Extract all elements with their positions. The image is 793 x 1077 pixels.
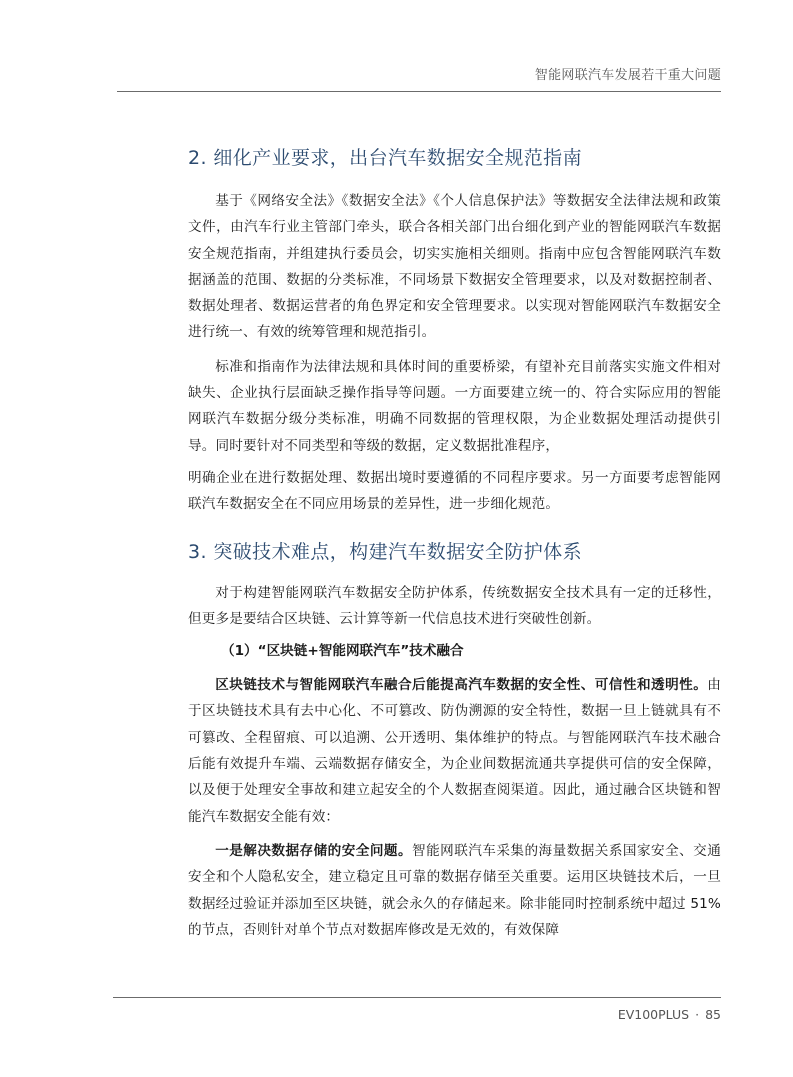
page-body bbox=[188, 142, 721, 943]
section-heading-2: 2. 细化产业要求，出台汽车数据安全规范指南 bbox=[188, 147, 582, 169]
running-header-title: 智能网联汽车发展若干重大问题 bbox=[534, 68, 721, 83]
footer-divider bbox=[113, 997, 721, 998]
paragraph: 基于《网络安全法》《数据安全法》《个人信息保护法》等数据安全法律法规和政策文件，由汽车行业主管部门牵头，联合各相关部门出台细化到产业的智能网联汽车数据安全规范指南，并组建执行委员会，切实实施相关细则。指南中应包含智能网联汽车数据涵盖的范围、数据的分类标准，不同场景下数据安全管理要求，以及对数据控制者、数据处理者、数据运营者的角色界定和安全管理要求。以实现对智能网联汽车数据安全进行统一、有效的统筹管理和规范指引。 bbox=[188, 193, 721, 341]
page-number: 85 bbox=[705, 1007, 721, 1022]
paragraph-lead-bold: 区块链技术与智能网联汽车融合后能提高汽车数据的安全性、可信性和透明性。 bbox=[215, 677, 708, 694]
footer-publication: EV100PLUS bbox=[617, 1007, 690, 1022]
paragraph bbox=[188, 672, 721, 830]
section-heading-3: 3. 突破技术难点，构建汽车数据安全防护体系 bbox=[188, 540, 582, 563]
paragraph-body: 智能网联汽车采集的海量数据关系国家安全、交通安全和个人隐私安全，建立稳定且可靠的数据存储至关重要。运用区块链技术后，一旦数据经过验证并添加至区块链，就会永久的存储起来。除非能同时控制系统中超过 51%的节点，否则针对单个节点对数据库修改是无效的，有效保障 bbox=[188, 842, 721, 938]
footer-separator: · bbox=[695, 1007, 700, 1022]
subsection-heading: （1）“区块链+智能网联汽车”技术融合 bbox=[221, 643, 464, 660]
header-divider bbox=[117, 91, 721, 92]
paragraph: 标准和指南作为法律法规和具体时间的重要桥梁，有望补充目前落实实施文件相对缺失、企业执行层面缺乏操作指导等问题。一方面要建立统一的、符合实际应用的智能网联汽车数据分级分类标准，明确不同数据的管理权限，为企业数据处理活动提供引导。同时要针对不同类型和等级的数据，定义数据批准程序， bbox=[188, 358, 721, 454]
paragraph-body: 由于区块链技术具有去中心化、不可篡改、防伪溯源的安全特性，数据一旦上链就具有不可篡改、全程留痕、可以追溯、公开透明、集体维护的特点。与智能网联汽车技术融合后能有效提升车端、云端数据存储安全，为企业间数据流通共享提供可信的安全保障，以及便于处理安全事故和建立起安全的个人数据查阅渠道。因此，通过融合区块链和智能汽车数据安全能有效： bbox=[188, 677, 721, 825]
paragraph bbox=[188, 838, 721, 943]
paragraph: 明确企业在进行数据处理、数据出境时要遵循的不同程序要求。另一方面要考虑智能网联汽车数据安全在不同应用场景的差异性，进一步细化规范。 bbox=[188, 469, 721, 513]
page-footer bbox=[500, 1007, 721, 1022]
paragraph-lead-bold: 一是解决数据存储的安全问题。 bbox=[215, 842, 413, 859]
paragraph: 对于构建智能网联汽车数据安全防护体系，传统数据安全技术具有一定的迁移性，但更多是要结合区块链、云计算等新一代信息技术进行突破性创新。 bbox=[188, 584, 721, 627]
